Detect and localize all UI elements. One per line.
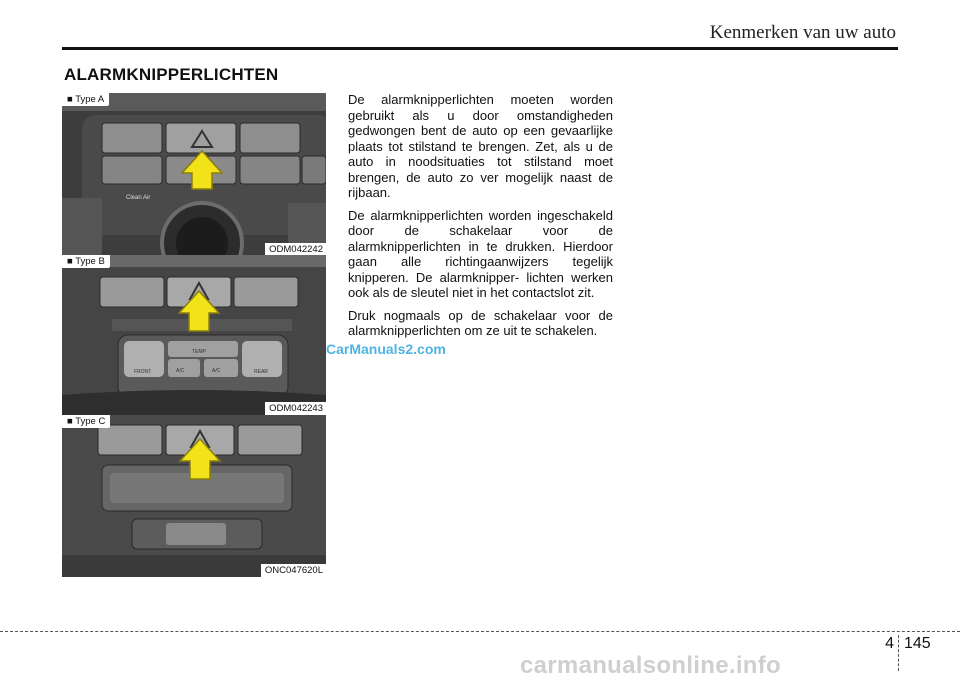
paragraph: De alarmknipperlichten worden ingeschakeld door de schakelaar voor de alarmknipperlichten in te drukken. Hierdoor gaan alle richtingaanwijzers tegelijk knipperen. De alarmknipper- lichten werken ook als de sleutel niet in het contactslot zit. — [348, 207, 613, 300]
page-number: 145 — [904, 635, 931, 652]
figure-code: ODM042242 — [265, 243, 326, 256]
hazard-switch-photo-c — [62, 415, 326, 577]
ac-label: A/C — [176, 368, 185, 374]
watermark: CarManuals2.com — [326, 341, 446, 357]
header-title: Kenmerken van uw auto — [709, 22, 896, 43]
figure-code: ODM042243 — [265, 402, 326, 415]
body-text — [348, 92, 613, 346]
chapter-number: 4 — [885, 635, 894, 652]
ac2-label: A/C — [212, 368, 221, 374]
paragraph: Druk nogmaals op de schakelaar voor de alarmknipperlichten om ze uit te schakelen. — [348, 307, 613, 338]
site-watermark: carmanualsonline.info — [520, 652, 782, 679]
clean-air-label: Clean Air — [126, 195, 151, 201]
temp-label: TEMP — [192, 349, 206, 355]
front-label: FRONT — [134, 369, 152, 375]
figure-type-a — [62, 93, 326, 256]
figure-type-c — [62, 415, 326, 577]
rear-label: REAR — [254, 369, 268, 375]
figure-code: ONC047620L — [261, 564, 326, 577]
figure-type-label: ■ Type B — [62, 255, 110, 268]
paragraph: De alarmknipperlichten moeten worden gebruikt als u door omstandigheden gedwongen bent de auto op een gevaarlijke plaats tot stilstand te brengen. Zet, als u de auto in noodsituaties tot stilstand moet brengen, de auto zo ver mogelijk naast de rijbaan. — [348, 92, 613, 200]
header-rule — [62, 47, 898, 50]
figure-type-b — [62, 255, 326, 415]
figure-type-label: ■ Type C — [62, 415, 110, 428]
footer-divider — [898, 635, 899, 671]
section-title: ALARMKNIPPERLICHTEN — [64, 65, 279, 84]
hazard-switch-photo-b — [62, 255, 326, 415]
hazard-switch-photo-a — [62, 93, 326, 256]
figure-type-label: ■ Type A — [62, 93, 109, 106]
footer-rule — [0, 631, 960, 632]
